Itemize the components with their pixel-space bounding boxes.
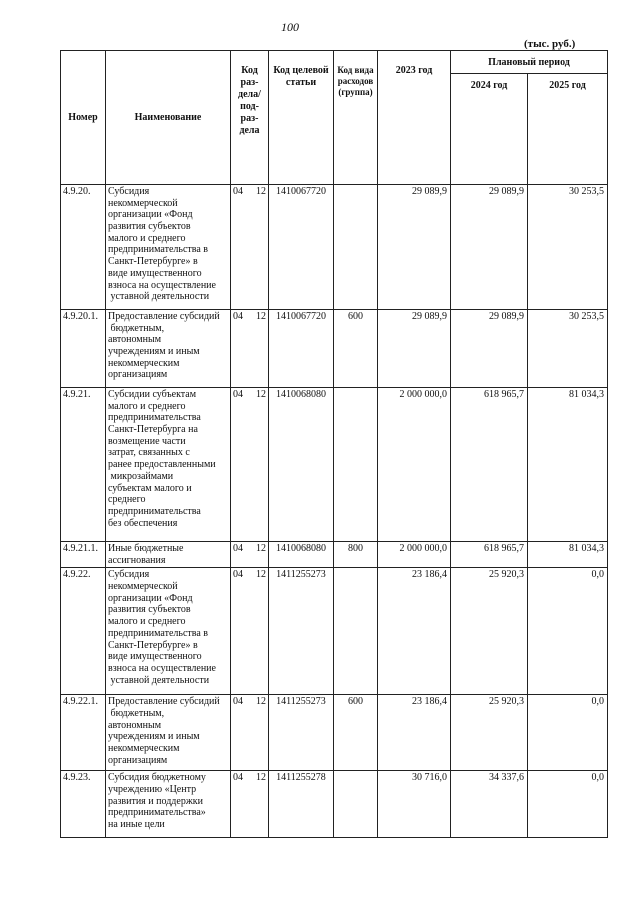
- row-2024: 29 089,9: [451, 185, 528, 310]
- row-razdel: 04 12: [231, 310, 269, 388]
- row-name: Предоставление субсидий бюджетным, автономным учреждениям и иным некоммерческим организациям: [106, 310, 231, 388]
- row-2024: 25 920,3: [451, 568, 528, 695]
- header-name: Наименование: [106, 51, 231, 185]
- row-2025: 81 034,3: [528, 542, 608, 568]
- header-plan-period: Плановый период: [451, 51, 608, 74]
- row-razdel: 04 12: [231, 771, 269, 838]
- row-2023: 29 089,9: [378, 185, 451, 310]
- row-vid: [334, 771, 378, 838]
- header-2023: 2023 год: [378, 51, 451, 185]
- row-2023: 30 716,0: [378, 771, 451, 838]
- row-number: 4.9.21.: [61, 388, 106, 542]
- row-razdel: 04 12: [231, 568, 269, 695]
- row-name: Субсидия некоммерческой организации «Фонд развития субъектов малого и среднего предпринимательства в Санкт-Петербурге» в виде имущественного взноса на осуществление уставной деятельности: [106, 568, 231, 695]
- row-vid: 600: [334, 310, 378, 388]
- row-2023: 2 000 000,0: [378, 542, 451, 568]
- row-vid: [334, 388, 378, 542]
- row-name: Предоставление субсидий бюджетным, автономным учреждениям и иным некоммерческим организациям: [106, 695, 231, 771]
- row-2025: 30 253,5: [528, 185, 608, 310]
- row-cel: 1410067720: [269, 310, 334, 388]
- row-2024: 25 920,3: [451, 695, 528, 771]
- table-row: [61, 388, 608, 542]
- budget-table: [60, 50, 608, 838]
- row-cel: 1411255273: [269, 568, 334, 695]
- table-row: [61, 185, 608, 310]
- row-razdel: 04 12: [231, 185, 269, 310]
- header-cel: Код целевой статьи: [269, 51, 334, 185]
- header-2025: 2025 год: [528, 73, 608, 184]
- row-number: 4.9.23.: [61, 771, 106, 838]
- row-2025: 81 034,3: [528, 388, 608, 542]
- table-row: [61, 542, 608, 568]
- row-razdel: 04 12: [231, 388, 269, 542]
- row-cel: 1410067720: [269, 185, 334, 310]
- header-vid: Код вида расходов (группа): [334, 51, 378, 185]
- row-name: Субсидия некоммерческой организации «Фонд развития субъектов малого и среднего предпринимательства в Санкт-Петербурге» в виде имущественного взноса на осуществление уставной деятельности: [106, 185, 231, 310]
- row-cel: 1411255273: [269, 695, 334, 771]
- row-2024: 34 337,6: [451, 771, 528, 838]
- row-vid: 600: [334, 695, 378, 771]
- table-row: [61, 771, 608, 838]
- row-2023: 23 186,4: [378, 568, 451, 695]
- row-name: Субсидии субъектам малого и среднего предпринимательства Санкт-Петербурга на возмещение части затрат, связанных с ранее предоставленными микрозаймами субъектам малого и среднего предпринимательства без обеспечения: [106, 388, 231, 542]
- row-2025: 0,0: [528, 695, 608, 771]
- row-2025: 0,0: [528, 771, 608, 838]
- row-2023: 2 000 000,0: [378, 388, 451, 542]
- row-number: 4.9.22.: [61, 568, 106, 695]
- row-name: Иные бюджетные ассигнования: [106, 542, 231, 568]
- row-cel: 1411255278: [269, 771, 334, 838]
- row-razdel: 04 12: [231, 542, 269, 568]
- row-number: 4.9.22.1.: [61, 695, 106, 771]
- row-cel: 1410068080: [269, 542, 334, 568]
- row-2024: 618 965,7: [451, 542, 528, 568]
- row-2025: 0,0: [528, 568, 608, 695]
- row-vid: 800: [334, 542, 378, 568]
- row-2023: 29 089,9: [378, 310, 451, 388]
- header-2024: 2024 год: [451, 73, 528, 184]
- row-number: 4.9.20.: [61, 185, 106, 310]
- row-name: Субсидия бюджетному учреждению «Центр развития и поддержки предпринимательства» на иные цели: [106, 771, 231, 838]
- header-nomer: Номер: [61, 51, 106, 185]
- row-2024: 618 965,7: [451, 388, 528, 542]
- units-label: (тыс. руб.): [524, 38, 576, 50]
- row-vid: [334, 568, 378, 695]
- row-2024: 29 089,9: [451, 310, 528, 388]
- page-number: 100: [281, 20, 299, 34]
- row-2025: 30 253,5: [528, 310, 608, 388]
- row-2023: 23 186,4: [378, 695, 451, 771]
- header-razdel: Код раз- дела/ под- раз- дела: [231, 51, 269, 185]
- row-cel: 1410068080: [269, 388, 334, 542]
- table-row: [61, 695, 608, 771]
- row-vid: [334, 185, 378, 310]
- row-number: 4.9.21.1.: [61, 542, 106, 568]
- table-row: [61, 568, 608, 695]
- row-razdel: 04 12: [231, 695, 269, 771]
- row-number: 4.9.20.1.: [61, 310, 106, 388]
- table-row: [61, 310, 608, 388]
